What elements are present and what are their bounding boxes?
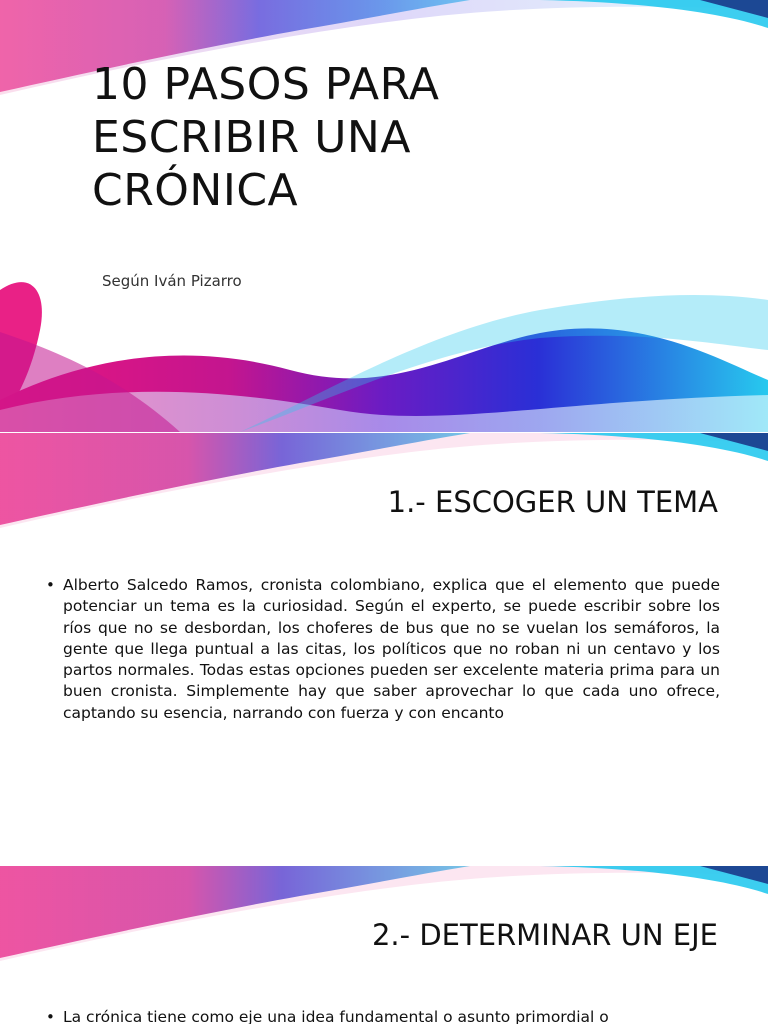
presentation-subtitle: Según Iván Pizarro [102,272,242,290]
title-slide [0,0,768,432]
slide-heading: 1.- ESCOGER UN TEMA [387,485,718,519]
bullet-text: • La crónica tiene como eje una idea fundamental o asunto primordial o [45,1007,720,1024]
presentation-title: 10 PASOS PARA ESCRIBIR UNA CRÓNICA [92,59,440,216]
content-slide-2 [0,866,768,1024]
slide-heading: 2.- DETERMINAR UN EJE [371,918,718,952]
bullet-text: • Alberto Salcedo Ramos, cronista colombiano, explica que el elemento que puede potenciar un tema es la curiosidad. Según el experto, se puede escribir sobre los ríos que no se desbordan, los choferes de bus que no se vuelan los semáforos, la gente que llega puntual a las citas, los políticos que no roban ni un centavo y los partos normales. Todas estas opciones pueden ser excelente materia prima para un buen cronista. Simplemente hay que saber aprovechar lo que cada uno ofrece, captando su esencia, narrando con fuerza y con encanto [45,575,720,724]
content-slide-1 [0,433,768,865]
